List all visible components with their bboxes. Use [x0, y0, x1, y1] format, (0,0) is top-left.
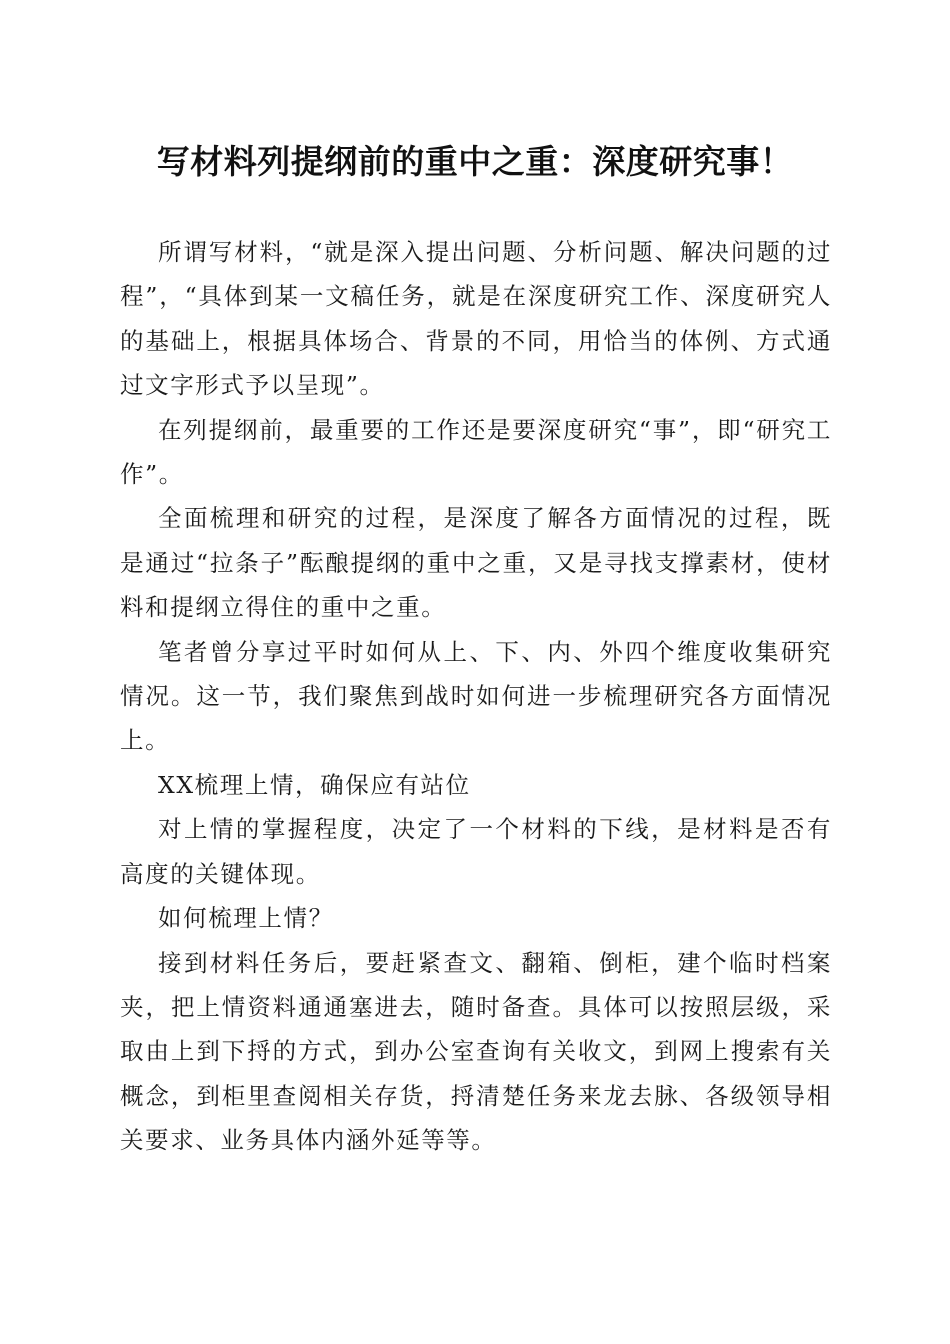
document-body [120, 230, 832, 1163]
paragraph-four-dimensions: 笔者曾分享过平时如何从上、下、内、外四个维度收集研究情况。这一节，我们聚焦到战时如何进一步梳理研究各方面情况上。 [120, 637, 832, 755]
paragraph-upper-situation-importance: 对上情的掌握程度，决定了一个材料的下线，是材料是否有高度的关键体现。 [120, 815, 832, 888]
paragraph-before-outline: 在列提纲前，最重要的工作还是要深度研究“事”，即“研究工作”。 [120, 415, 832, 489]
paragraph-definition: 所谓写材料，“就是深入提出问题、分析问题、解决问题的过程”，“具体到某一文稿任务，就是在深度研究工作、深度研究人的基础上，根据具体场合、背景的不同，用恰当的体例、方式通过文字形式予以呈现”。 [120, 238, 832, 400]
paragraph-how-to-review: 如何梳理上情？ [158, 904, 334, 933]
document-title: 写材料列提纲前的重中之重：深度研究事！ [156, 142, 794, 181]
paragraph-comprehensive-review: 全面梳理和研究的过程，是深度了解各方面情况的过程，既是通过“拉条子”酝酿提纲的重中之重，又是寻找支撑素材，使材料和提纲立得住的重中之重。 [120, 504, 832, 622]
section-heading-upper-situation: XX梳理上情，确保应有站位 [158, 770, 471, 799]
paragraph-steps: 接到材料任务后，要赶紧查文、翻箱、倒柜，建个临时档案夹，把上情资料通通塞进去，随时备查。具体可以按照层级，采取由上到下捋的方式，到办公室查询有关收文，到网上搜索有关概念，到柜里查阅相关存货，捋清楚任务来龙去脉、各级领导相关要求、业务具体内涵外延等等。 [120, 948, 832, 1155]
